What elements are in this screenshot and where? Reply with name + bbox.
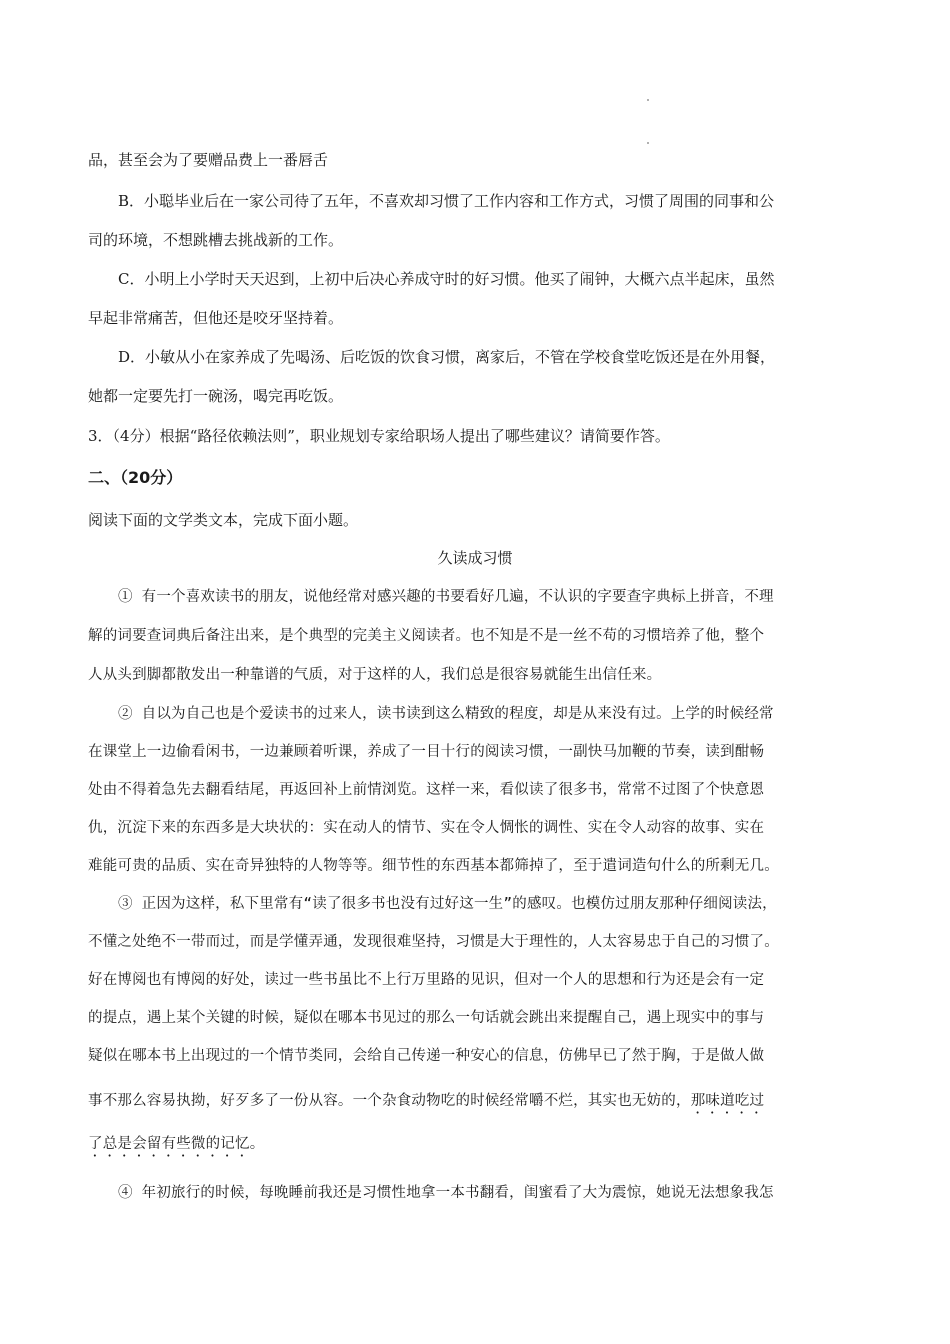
paragraph-2-line-2: 在课堂上一边偷看闲书，一边兼顾着听课，养成了一目十行的阅读习惯，一副快马加鞭的节奏，读到酣畅 xyxy=(88,744,765,760)
paragraph-3-line-6-text: 事不那么容易执拗，好歹多了一份从容。一个杂食动物吃的时候经常嚼不烂，其实也无妨的， xyxy=(88,1093,691,1109)
passage-title: 久读成习惯 xyxy=(437,549,513,567)
option-b-line-1: B．小聪毕业后在一家公司待了五年，不喜欢却习惯了工作内容和工作方式，习惯了周围的同事和公 xyxy=(118,192,775,210)
paragraph-2-line-5: 难能可贵的品质、实在奇异独特的人物等等。细节性的东西基本都筛掉了，至于遣词造句什么的所剩无几。 xyxy=(88,858,779,874)
scan-speck xyxy=(647,142,649,144)
question-3: 3．（4分）根据“路径依赖法则”，职业规划专家给职场人提出了哪些建议？请简要作答。 xyxy=(88,427,670,445)
paragraph-2-line-1: ② 自以为自己也是个爱读书的过来人，读书读到这么精致的程度，却是从来没有过。上学的时候经常 xyxy=(118,706,774,722)
paragraph-1-line-3: 人从头到脚都散发出一种靠谱的气质，对于这样的人，我们总是很容易就能生出信任来。 xyxy=(88,667,662,683)
emphasized-line: 了总是会留有些微的记忆。 xyxy=(88,1136,265,1152)
section-heading: 二、（20分） xyxy=(88,468,183,487)
option-b-line-2: 司的环境，不想跳槽去挑战新的工作。 xyxy=(88,231,344,249)
option-c-line-1: C．小明上小学时天天迟到，上初中后决心养成守时的好习惯。他买了闹钟，大概六点半起床，虽然 xyxy=(118,270,775,288)
paragraph-3-line-7 xyxy=(88,1134,264,1160)
paragraph-2-line-4: 仇，沉淀下来的东西多是大块状的：实在动人的情节、实在令人惆怅的调性、实在令人动容的故事、实在 xyxy=(88,820,765,836)
paragraph-3-line-3: 好在博阅也有博阅的好处，读过一些书虽比不上行万里路的见识，但对一个人的思想和行为还是会有一定 xyxy=(88,972,765,988)
paragraph-3-line-4: 的提点，遇上某个关键的时候，疑似在哪本书见过的那么一句话就会跳出来提醒自己，遇上现实中的事与 xyxy=(88,1010,765,1026)
paragraph-3-line-2: 不懂之处绝不一带而过，而是学懂弄通，发现很难坚持，习惯是大于理性的，人太容易忠于自己的习惯了。 xyxy=(88,934,779,950)
option-a-tail: 品，甚至会为了要赠品费上一番唇舌 xyxy=(88,151,329,169)
paragraph-4-line-1: ④ 年初旅行的时候，每晚睡前我还是习惯性地拿一本书翻看，闺蜜看了大为震惊，她说无法想象我怎 xyxy=(118,1185,774,1201)
paragraph-3-line-5: 疑似在哪本书上出现过的一个情节类同，会给自己传递一种安心的信息，仿佛早已了然于胸，于是做人做 xyxy=(88,1048,765,1064)
paragraph-1-line-2: 解的词要查词典后备注出来，是个典型的完美主义阅读者。也不知是不是一丝不苟的习惯培养了他，整个 xyxy=(88,628,765,644)
option-d-line-2: 她都一定要先打一碗汤，喝完再吃饭。 xyxy=(88,387,344,405)
paragraph-1-line-1: ① 有一个喜欢读书的朋友，说他经常对感兴趣的书要看好几遍，不认识的字要查字典标上拼音，不理 xyxy=(118,589,774,605)
paragraph-3-line-6 xyxy=(88,1091,764,1117)
scan-speck xyxy=(647,99,649,101)
option-d-line-1: D．小敏从小在家养成了先喝汤、后吃饭的饮食习惯，离家后，不管在学校食堂吃饭还是在外用餐， xyxy=(118,348,776,366)
emphasized-phrase: 那味道吃过 xyxy=(690,1093,765,1109)
section-instruction: 阅读下面的文学类文本，完成下面小题。 xyxy=(88,511,359,529)
option-c-line-2: 早起非常痛苦，但他还是咬牙坚持着。 xyxy=(88,309,344,327)
paragraph-3-line-1: ③ 正因为这样，私下里常有“读了很多书也没有过好这一生”的感叹。也模仿过朋友那种仔细阅读法， xyxy=(118,896,777,912)
paragraph-2-line-3: 处由不得着急先去翻看结尾，再返回补上前情浏览。这样一来，看似读了很多书，常常不过图了个快意恩 xyxy=(88,782,765,798)
